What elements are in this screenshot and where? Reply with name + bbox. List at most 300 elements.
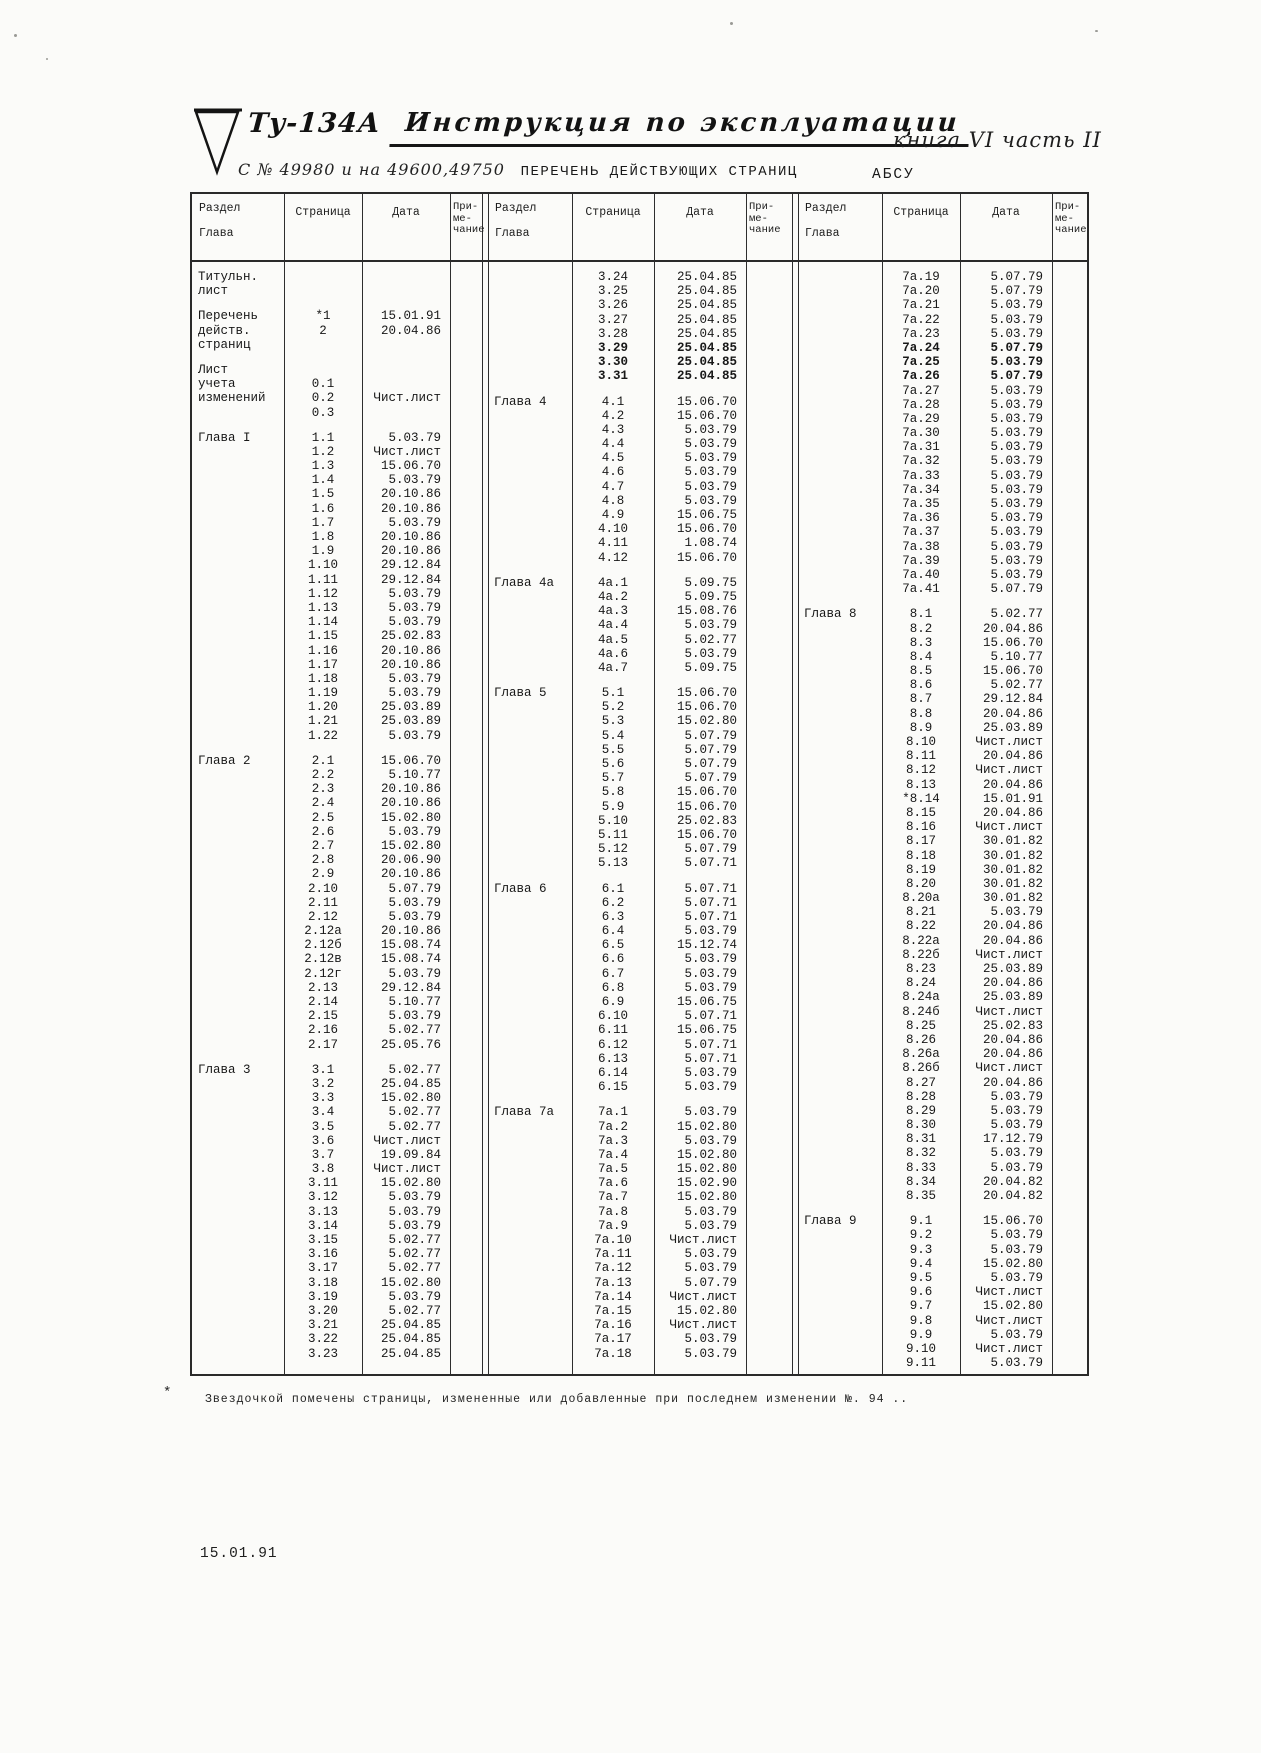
cell-page: 8.26а [902,1047,940,1062]
cell-date: 5.03.79 [684,646,737,661]
cell-date: 5.07.71 [684,856,737,871]
table-row [798,763,1087,777]
table-row [192,1023,482,1037]
cell-page [284,270,362,284]
cell-note [746,661,792,675]
cell-section [488,828,572,842]
cell-section: Глава I [198,430,251,445]
cell-page: 3.1 [311,1062,335,1077]
cell-page: 7а.27 [902,383,940,398]
table-row [488,536,792,550]
cell-note [1052,341,1087,355]
cell-section [798,735,882,749]
table-row [488,480,792,494]
cell-page: 2.12в [304,952,342,967]
cell-note [450,324,482,338]
cell-date: 15.12.74 [676,938,737,953]
cell-note [746,871,792,882]
cell-note [746,437,792,451]
cell-section [798,664,882,678]
cell-note [1052,483,1087,497]
cell-section [192,406,284,420]
cell-page: 5.7 [601,771,625,786]
cell-date: 19.09.84 [380,1147,441,1162]
cell-page: 2.13 [307,980,338,995]
table-row [192,1038,482,1052]
cell-section [798,877,882,891]
cell-date: 1.08.74 [684,536,737,551]
cell-note [746,1276,792,1290]
cell-page [284,743,362,754]
cell-section [798,792,882,806]
cell-date [362,377,450,391]
cell-note [746,1233,792,1247]
cell-date: 5.07.71 [684,1009,737,1024]
cell-section [798,1019,882,1033]
cell-section: Перечень [198,309,259,324]
cell-date: 15.06.70 [676,522,737,537]
cell-note [1052,1033,1087,1047]
cell-page: 8.32 [905,1146,936,1161]
cell-date: 5.03.79 [684,1218,737,1233]
cell-note [450,473,482,487]
table-row [488,384,792,395]
cell-section [192,1318,284,1332]
cell-section [488,633,572,647]
table-row [798,412,1087,426]
cell-note [1052,948,1087,962]
cell-page: 2.12г [304,966,342,981]
cell-page: 1.15 [307,629,338,644]
table-row [798,664,1087,678]
cell-section [192,487,284,501]
cell-note [746,1290,792,1304]
cell-section: Глава 6 [494,881,547,896]
cell-note [746,771,792,785]
cell-date: 15.06.70 [982,664,1043,679]
cell-page: 1.6 [311,501,335,516]
cell-note [450,1190,482,1204]
cell-page: 8.9 [909,720,933,735]
table-row [798,877,1087,891]
cell-date: 5.03.79 [388,615,441,630]
cell-date: 15.02.80 [676,1190,737,1205]
table-row [798,707,1087,721]
cell-section [488,771,572,785]
cell-note [1052,369,1087,383]
cell-section [488,714,572,728]
cell-section [488,871,572,882]
cell-page: 1.18 [307,671,338,686]
cell-date: 15.08.74 [380,952,441,967]
cell-date [654,1094,746,1105]
scan-speck [14,34,17,37]
cell-note [746,1332,792,1346]
table-row [798,820,1087,834]
cell-page: 3.6 [311,1133,335,1148]
header-section: Раздел Глава [495,202,537,240]
cell-note [450,1009,482,1023]
cell-date [654,384,746,395]
cell-note [746,814,792,828]
cell-note [450,530,482,544]
cell-section [488,1009,572,1023]
cell-page: 5.8 [601,785,625,800]
table-row [192,530,482,544]
table-row [488,576,792,590]
cell-date: 15.06.70 [676,700,737,715]
footnote [160,1385,909,1406]
cell-note [450,1290,482,1304]
table-row [798,650,1087,664]
cell-note [1052,664,1087,678]
cell-page: 2.11 [307,895,338,910]
cell-note [450,391,482,405]
cell-date: 30.01.82 [982,834,1043,849]
cell-note [450,825,482,839]
cell-page: 7а.12 [594,1261,632,1276]
cell-date: 20.04.86 [982,1047,1043,1062]
table-row [192,420,482,431]
cell-note [450,363,482,377]
cell-section: Глава 5 [494,686,547,701]
table-row [488,494,792,508]
table-row [192,782,482,796]
table-row [798,1243,1087,1257]
cell-section [192,672,284,686]
effective-pages-table [190,192,1089,1376]
table-row [488,1347,792,1361]
table-row [798,863,1087,877]
cell-section [798,327,882,341]
cell-note [1052,962,1087,976]
cell-page [572,1094,654,1105]
cell-section [488,451,572,465]
cell-date: 25.04.85 [380,1346,441,1361]
cell-note [746,1052,792,1066]
cell-date: 5.07.79 [990,369,1043,384]
table-column-1 [192,262,482,1372]
cell-section [798,582,882,596]
table-row [798,1118,1087,1132]
table-row [192,459,482,473]
cell-note [450,406,482,420]
cell-note [1052,1047,1087,1061]
cell-note [746,1247,792,1261]
cell-section [798,355,882,369]
cell-date: 20.10.86 [380,924,441,939]
table-row [192,1120,482,1134]
cell-section [488,814,572,828]
cell-date: 25.04.85 [676,270,737,284]
cell-section [192,1052,284,1063]
table-row [488,465,792,479]
cell-date: 29.12.84 [380,572,441,587]
table-row [192,391,482,405]
cell-page: 8.24б [902,1004,940,1019]
cell-section [488,1219,572,1233]
cell-section [192,867,284,881]
cell-note [1052,849,1087,863]
cell-date: 15.06.70 [676,408,737,423]
cell-date: 5.03.79 [684,1133,737,1148]
cell-note [746,369,792,383]
cell-page: 1.2 [311,444,335,459]
cell-date: 5.02.77 [388,1247,441,1262]
scan-speck [46,58,48,60]
cell-section [798,1132,882,1146]
cell-date: 5.03.79 [990,355,1043,370]
table-row [798,469,1087,483]
cell-date: 25.03.89 [982,990,1043,1005]
cell-date: 25.04.85 [676,312,737,327]
cell-section [798,398,882,412]
cell-section [488,508,572,522]
table-row [798,327,1087,341]
cell-section [488,856,572,870]
table-row [488,967,792,981]
cell-page: 3.5 [311,1119,335,1134]
cell-section [798,554,882,568]
cell-date: Чист.лист [373,444,441,459]
table-row [192,1332,482,1346]
cell-date: Чист.лист [373,1162,441,1177]
cell-date: 5.03.79 [684,1204,737,1219]
cell-section [192,782,284,796]
table-row [488,924,792,938]
cell-date: 15.06.70 [676,827,737,842]
table-row [798,313,1087,327]
cell-section [798,1257,882,1271]
table-row [798,1299,1087,1313]
cell-date: 5.03.79 [990,326,1043,341]
table-row [192,672,482,686]
cell-note [1052,976,1087,990]
cell-section [192,1134,284,1148]
cell-note [450,1077,482,1091]
cell-section [488,981,572,995]
cell-date: 25.04.85 [676,298,737,313]
cell-date: 29.12.84 [982,692,1043,707]
cell-page: 4.7 [601,479,625,494]
cell-page: 3.7 [311,1147,335,1162]
cell-page: 1.21 [307,714,338,729]
cell-section [798,1033,882,1047]
cell-page: 5.3 [601,714,625,729]
cell-date: 20.10.86 [380,643,441,658]
cell-date: 29.12.84 [380,980,441,995]
cell-page: 8.24а [902,990,940,1005]
cell-date: 5.07.79 [684,757,737,771]
cell-date: 5.03.79 [990,454,1043,469]
cell-note [1052,1243,1087,1257]
cell-section [798,1047,882,1061]
table-row [488,1219,792,1233]
cell-section: Глава 3 [198,1062,251,1077]
cell-date: 5.03.79 [684,1261,737,1276]
cell-date: 20.04.82 [982,1189,1043,1203]
table-row [488,1105,792,1119]
cell-note [450,729,482,743]
cell-section [192,700,284,714]
cell-page: 7а.8 [597,1204,628,1219]
cell-date: 5.02.77 [388,1233,441,1247]
cell-page: 4.4 [601,437,625,452]
cell-section [798,525,882,539]
cell-section [798,763,882,777]
table-row [488,1080,792,1094]
table-rule [792,194,793,1374]
cell-date: 5.03.79 [684,1080,737,1095]
table-row [488,298,792,312]
cell-section [192,938,284,952]
cell-page: 1.22 [307,728,338,743]
cell-section [798,1356,882,1370]
cell-date: 5.03.79 [388,895,441,910]
cell-date: 5.07.71 [684,895,737,910]
cell-note [1052,1175,1087,1189]
cell-note [746,828,792,842]
cell-page: 1.19 [307,686,338,701]
table-row [798,735,1087,749]
cell-note [746,647,792,661]
header-page: Страница [295,206,351,219]
cell-note [746,494,792,508]
cell-note [1052,440,1087,454]
table-row [192,1105,482,1119]
table-row [488,757,792,771]
cell-date: Чист.лист [373,1133,441,1148]
cell-note [450,658,482,672]
cell-date [654,565,746,576]
cell-section [798,749,882,763]
cell-page: 8.33 [905,1160,936,1175]
cell-section [488,1318,572,1332]
cell-note [450,1052,482,1063]
table-row [192,1205,482,1219]
header-section: Раздел Глава [199,202,241,240]
cell-page: 8.20 [905,876,936,891]
cell-section [798,1005,882,1019]
cell-page: 3.28 [597,326,628,341]
table-row [798,948,1087,962]
cell-note [746,604,792,618]
cell-note [450,924,482,938]
table-row [488,1205,792,1219]
table-row [798,1061,1087,1075]
scan-speck [1095,30,1098,32]
table-row [798,483,1087,497]
cell-date: 25.04.85 [676,369,737,384]
cell-note [746,757,792,771]
cell-section [192,839,284,853]
book-part-label: книга VI часть II [893,128,1102,152]
cell-page: 4.3 [601,422,625,437]
table-row [798,905,1087,919]
cell-date: Чист.лист [975,735,1043,749]
cell-page: 7а.15 [594,1303,632,1318]
cell-note [746,355,792,369]
cell-section [488,355,572,369]
cell-date: 5.03.79 [388,1190,441,1205]
cell-section [192,573,284,587]
cell-note [450,431,482,445]
table-column-3 [798,262,1087,1372]
table-row [488,1134,792,1148]
cell-page: 3.29 [597,340,628,355]
cell-section [798,622,882,636]
cell-note [1052,820,1087,834]
table-row [488,1176,792,1190]
cell-note [746,327,792,341]
cell-section [192,853,284,867]
cell-page: 3.4 [311,1105,335,1120]
cell-note [1052,1104,1087,1118]
cell-note [746,522,792,536]
table-row [488,1261,792,1275]
cell-note [1052,582,1087,596]
cell-date: 20.04.82 [982,1174,1043,1189]
table-row [798,1271,1087,1285]
cell-note [746,1162,792,1176]
cell-section [798,440,882,454]
table-row [798,582,1087,596]
cell-date: 5.10.77 [388,768,441,782]
cell-date: 5.03.79 [990,397,1043,412]
table-row [192,995,482,1009]
cell-date: 15.02.80 [380,1176,441,1191]
cell-date: 5.03.79 [990,1146,1043,1161]
cell-section [192,1304,284,1318]
cell-date: 25.04.85 [380,1318,441,1333]
cell-section [488,842,572,856]
table-row [488,551,792,565]
cell-section: Титульн. [198,270,259,284]
cell-section [192,811,284,825]
table-row [488,1094,792,1105]
cell-section [192,516,284,530]
cell-section [192,1205,284,1219]
table-row [488,618,792,632]
cell-note [450,1120,482,1134]
cell-section [192,445,284,459]
cell-section: Глава 2 [198,753,251,768]
cell-date: 5.03.79 [990,1103,1043,1118]
cell-page: 7а.26 [902,369,940,384]
cell-note [746,924,792,938]
cell-page: 2.4 [311,796,335,811]
cell-note [746,1304,792,1318]
cell-date: 20.10.86 [380,544,441,559]
table-row [798,1189,1087,1203]
cell-date [960,596,1052,607]
cell-date: 20.04.86 [982,933,1043,948]
serial-numbers-note: С № 49980 и на 49600,49750 [238,160,505,179]
cell-page: 9.4 [909,1256,933,1271]
cell-note [450,445,482,459]
cell-page: 3.26 [597,298,628,313]
table-row [798,891,1087,905]
header-date: Дата [992,206,1020,219]
cell-section: Лист [198,362,229,377]
cell-date: 25.03.89 [380,714,441,729]
cell-section [192,544,284,558]
cell-section [798,820,882,834]
cell-page: 8.12 [905,763,936,778]
table-row [192,1009,482,1023]
cell-section [192,1038,284,1052]
cell-page: 9.7 [909,1299,933,1314]
